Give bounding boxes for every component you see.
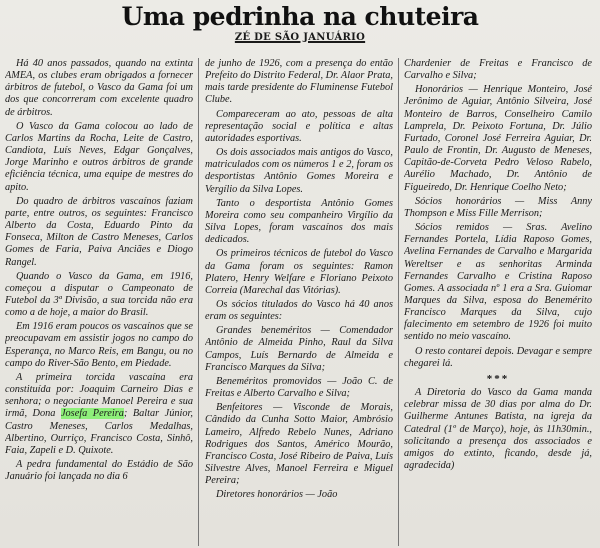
article-column-2 [205,58,393,548]
paragraph: Grandes beneméritos — Comendador Antônio de Almeida Pinho, Raul da Silva Campos, Luís Bernardo de Almeida e Francisco Marques da Silva; [205,325,393,373]
column-divider [198,58,199,546]
paragraph: Os dois associados mais antigos do Vasco, matriculados com os números 1 e 2, foram os desportistas Antônio Gomes Moreira e Vergílio da Silva Lopes. [205,147,393,195]
paragraph: Em 1916 eram poucos os vascaínos que se preocupavam em assistir jogos no campo do Esperança, no Marco Reis, em Bangu, ou no campo do River-São Bento, em Piedade. [5,321,193,369]
paragraph: Há 40 anos passados, quando na extinta AMEA, os clubes eram obrigados a fornecer árbitros de futebol, o Vasco da Gama foi um dos que concorreram com excelente quadro de árbitros. [5,58,193,118]
paragraph: Benfeitores — Visconde de Morais, Cândido da Cunha Sotto Maior, Ambrósio Lameiro, Alfredo Rebelo Nunes, Adriano Rodrigues dos Santos, Américo Mourão, Francisco Costa, José Ribeiro de Paiva, Luís Silvestre Alves, Manoel Ferreira e Miguel Pereira; [205,402,393,487]
paragraph: Tanto o desportista Antônio Gomes Moreira como seu companheiro Virgílio da Silva Lopes, foram vascaínos dos mais dedicados. [205,197,393,246]
paragraph: Honorários — Henrique Monteiro, José Jerônimo de Aguiar, Antônio Silveira, José Monteiro de Barros, Conselheiro Camilo Lamprela, Dr. Peixoto Fortuna, Dr. Júlio Furtado, Coronel José Ferreira Aguiar, Dr. Paulo de Frontin, Dr. Augusto de Meneses, Capitão-de-Corveta Pedro Veloso Rabelo, Aurélio Machado, Dr. Antônio de Figueiredo, Dr. Henrique Coelho Neto; [404,84,592,193]
paragraph-with-highlight [5,372,193,457]
byline-text: ZÉ DE SÃO JANUÁRIO [234,32,366,43]
paragraph: Os primeiros técnicos de futebol do Vasco da Gama foram os seguintes: Ramon Platero, Henry Welfare e Floriano Peixoto Correia (Marechal das Vitórias). [205,248,393,296]
paragraph: Os sócios titulados do Vasco há 40 anos eram os seguintes: [205,298,393,323]
text-run: ; Baltar Júnior, Castro Meneses, Carlos Medalhas, Albertino, Ourriço, Francisco Costa, Sinhô, Faia, Zapeli e D. Quixote. [5,408,193,456]
column-divider [398,58,399,546]
article-column-3 [404,58,592,548]
article-byline [0,32,600,43]
paragraph: A Diretoria do Vasco da Gama manda celebrar missa de 30 dias por alma do Dr. Guilherme Antunes Batista, na igreja da Catedral (1º de Março), hoje, às 11h30min., solicitando a presença dos associados e amigos do extinto, ficando, desde já, agradecida) [404,387,592,471]
paragraph: O resto contarei depois. Devagar e sempre chegarei lá. [404,345,592,369]
paragraph: Sócios remidos — Sras. Avelino Fernandes Portela, Lídia Raposo Gomes, Avelina Fernandes de Carvalho e Margarida Wereltser e as senhoritas Arminda Fernandes Carvalho e Cristina Raposo Gomes. A associada nº 1 era a Sra. Guiomar Marques da Silva, esposa do Benemérito Francisco Marques da Silva, cujo falecimento em setembro de 1926 foi muito sentido no meio vascaíno. [404,222,592,343]
highlighted-name[interactable]: Josefa Pereira [60,408,124,420]
paragraph: de junho de 1926, com a presença do então Prefeito do Distrito Federal, Dr. Alaor Prata, mais tarde presidente do Fluminense Futebol Clube. [205,58,393,106]
paragraph: Chardenier de Freitas e Francisco de Carvalho e Silva; [404,58,592,82]
paragraph: Compareceram ao ato, pessoas de alta representação social e política e altas autoridades esportivas. [205,108,393,144]
paragraph: Beneméritos promovidos — João C. de Freitas e Alberto Carvalho e Silva; [205,375,393,400]
article-column-1 [5,58,193,548]
paragraph: Quando o Vasco da Gama, em 1916, começou a disputar o Campeonato de Futebol da 3ª Divisão, a sua torcida não era como a de hoje, a maior do Brasil. [5,270,193,319]
section-separator-stars: *** [486,372,510,385]
paragraph: Diretores honorários — João [216,489,338,501]
paragraph: O Vasco da Gama colocou ao lado de Carlos Martins da Rocha, Leite de Castro, Candiota, Luís Neves, Edgar Gonçalves, Jorge Marinho e outros árbitros de grande eficiência técnica, uma equipe de mestres do apito. [5,120,193,193]
paragraph: Do quadro de árbitros vascaínos faziam parte, entre outros, os seguintes: Francisco Alberto da Costa, Eduardo Pinto da Fonseca, Milton de Castro Meneses, Carlos Gomes de Faria, Paiva Anciães e Diogo Rangel. [5,195,193,268]
paragraph: Sócios honorários — Miss Anny Thompson e Miss Fille Merrison; [404,195,592,219]
paragraph: A pedra fundamental do Estádio de São Januário foi lançada no dia 6 [5,459,193,483]
text-run: A primeira torcida vascaína era constituída por: Joaquim Carneiro Dias e senhora; o negociante Manoel Pereira e sua irmã, Dona [5,371,193,420]
article-headline: Uma pedrinha na chuteira [121,2,479,31]
